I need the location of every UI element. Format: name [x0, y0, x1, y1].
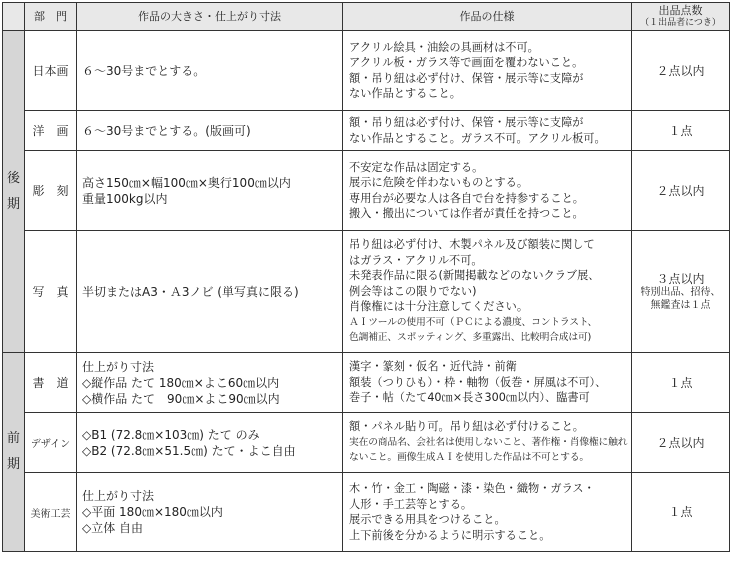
table-row — [3, 353, 730, 413]
size-cell — [77, 31, 343, 111]
table-row — [3, 111, 730, 151]
dept-cell: 洋 画 — [25, 111, 77, 151]
header-size: 作品の大きさ・仕上がり寸法 — [77, 3, 343, 31]
count-cell: ２点以内 — [632, 31, 730, 111]
size-cell — [77, 353, 343, 413]
spec-line: 額・パネル貼り可。吊り紐は必ず付けること。 — [349, 420, 584, 434]
size-line: ◇横作品 たて 90㎝×よこ90㎝以内 — [82, 391, 280, 406]
count-cell: １点 — [632, 111, 730, 151]
size-line: ◇縦作品 たて 180㎝×よこ60㎝以内 — [82, 375, 280, 390]
period-early-char-2: 期 — [6, 457, 20, 472]
size-line: 仕上がり寸法 — [82, 489, 155, 503]
header-period — [3, 3, 25, 31]
count-cell: ２点以内 — [632, 151, 730, 231]
spec-line: 実在の商品名、会社名は使用しないこと、著作権・肖像権に触れ — [349, 436, 628, 448]
spec-line: アクリル絵具・油絵の具画材は不可。 — [349, 40, 539, 54]
size-line: ６～30号までとする。(版画可) — [82, 123, 251, 138]
size-line: ◇平面 180㎝×180㎝以内 — [82, 505, 223, 519]
spec-line: 未発表作品に限る(新聞掲載などのないクラブ展、 — [349, 269, 600, 283]
dept-cell: 美術工芸 — [25, 473, 77, 552]
spec-line: 例会等はこの限りでない) — [349, 284, 477, 298]
size-line: ６～30号までとする。 — [82, 63, 206, 78]
spec-line: 巻子・帖（たて40㎝×長さ300㎝以内）、臨書可 — [349, 391, 590, 405]
size-cell — [77, 473, 343, 552]
size-cell — [77, 413, 343, 473]
size-line: 仕上がり寸法 — [82, 359, 155, 374]
spec-line: 上下前後を分かるように明示すること。 — [349, 528, 551, 542]
exhibition-rules-table — [2, 2, 730, 552]
period-late-char-2: 期 — [6, 196, 20, 212]
dept-cell: 日本画 — [25, 31, 77, 111]
header-count-sub: （１出品者につき） — [640, 17, 721, 28]
size-line: 半切またはA3・Ａ3ノビ (単写真に限る) — [82, 284, 299, 299]
table-row — [3, 151, 730, 231]
header-dept: 部 門 — [25, 3, 77, 31]
period-late-char-1: 後 — [6, 170, 20, 186]
dept-cell: 書 道 — [25, 353, 77, 413]
spec-line: 人形・手工芸等とする。 — [349, 497, 473, 511]
spec-line: 展示に危険を伴わないものとする。 — [349, 176, 529, 189]
size-cell — [77, 151, 343, 231]
spec-cell — [343, 353, 632, 413]
header-count-main: 出品点数 — [658, 3, 703, 17]
period-late — [3, 31, 25, 353]
spec-line: 色調補正、スポッティング、多重露出、比較明合成は可) — [349, 332, 592, 344]
spec-line: 漢字・篆刻・仮名・近代詩・前衛 — [349, 360, 517, 374]
table-row — [3, 413, 730, 473]
count-cell: １点 — [632, 353, 730, 413]
period-early-char-1: 前 — [6, 431, 20, 446]
dept-cell: 彫 刻 — [25, 151, 77, 231]
header-count — [632, 3, 730, 31]
header-row — [3, 3, 730, 31]
period-early — [3, 353, 25, 552]
size-line: ◇B2 (72.8㎝×51.5㎝) たて・よこ自由 — [82, 443, 296, 458]
spec-cell — [343, 31, 632, 111]
spec-line: 額・吊り紐は必ず付け、保管・展示等に支障が — [349, 116, 584, 129]
count-cell — [632, 231, 730, 353]
spec-line: 額装（つりひも）・枠・軸物（仮巻・屏風は不可）、 — [349, 375, 607, 389]
spec-line: 吊り紐は必ず付け、木製パネル及び額装に関して — [349, 238, 595, 252]
count-note: 特別出品、招待、 — [640, 286, 721, 298]
spec-cell — [343, 413, 632, 473]
dept-cell: 写 真 — [25, 231, 77, 353]
spec-line: 搬入・搬出については作者が責任を持つこと。 — [349, 207, 584, 220]
spec-line: ＡＩツールの使用不可（ＰＣによる濃度、コントラスト、 — [349, 316, 598, 328]
spec-line: 額・吊り紐は必ず付け、保管・展示等に支障が — [349, 71, 584, 85]
spec-line: ない作品とすること。ガラス不可。アクリル板可。 — [349, 131, 606, 145]
spec-line: 木・竹・金工・陶磁・漆・染色・織物・ガラス・ — [349, 482, 595, 495]
size-line: ◇立体 自由 — [82, 521, 144, 535]
size-line: 重量100kg以内 — [82, 191, 168, 206]
spec-cell — [343, 231, 632, 353]
table-row — [3, 473, 730, 552]
count-cell: ２点以内 — [632, 413, 730, 473]
spec-line: ない作品とすること。 — [349, 87, 461, 100]
count-cell: １点 — [632, 473, 730, 552]
spec-line: ないこと。画像生成ＡＩを使用した作品は不可とする。 — [349, 452, 589, 464]
header-spec: 作品の仕様 — [343, 3, 632, 31]
spec-cell — [343, 151, 632, 231]
table-row — [3, 231, 730, 353]
count-note: 無鑑査は１点 — [650, 299, 711, 311]
size-line: 高さ150㎝×幅100㎝×奥行100㎝以内 — [82, 175, 291, 190]
spec-line: はガラス・アクリル不可。 — [349, 253, 483, 267]
spec-line: 肖像権には十分注意してください。 — [349, 300, 529, 314]
spec-cell — [343, 111, 632, 151]
spec-cell — [343, 473, 632, 552]
spec-line: アクリル板・ガラス等で画面を覆わないこと。 — [349, 56, 584, 69]
spec-line: 展示できる用具をつけること。 — [349, 513, 506, 526]
size-line: ◇B1 (72.8㎝×103㎝) たて のみ — [82, 427, 260, 442]
spec-line: 不安定な作品は固定する。 — [349, 160, 484, 174]
table-row — [3, 31, 730, 111]
size-cell — [77, 231, 343, 353]
spec-line: 専用台が必要な人は各自で台を持参すること。 — [349, 191, 584, 205]
dept-cell: デザイン — [25, 413, 77, 473]
count-main: ３点以内 — [656, 271, 705, 286]
size-cell — [77, 111, 343, 151]
